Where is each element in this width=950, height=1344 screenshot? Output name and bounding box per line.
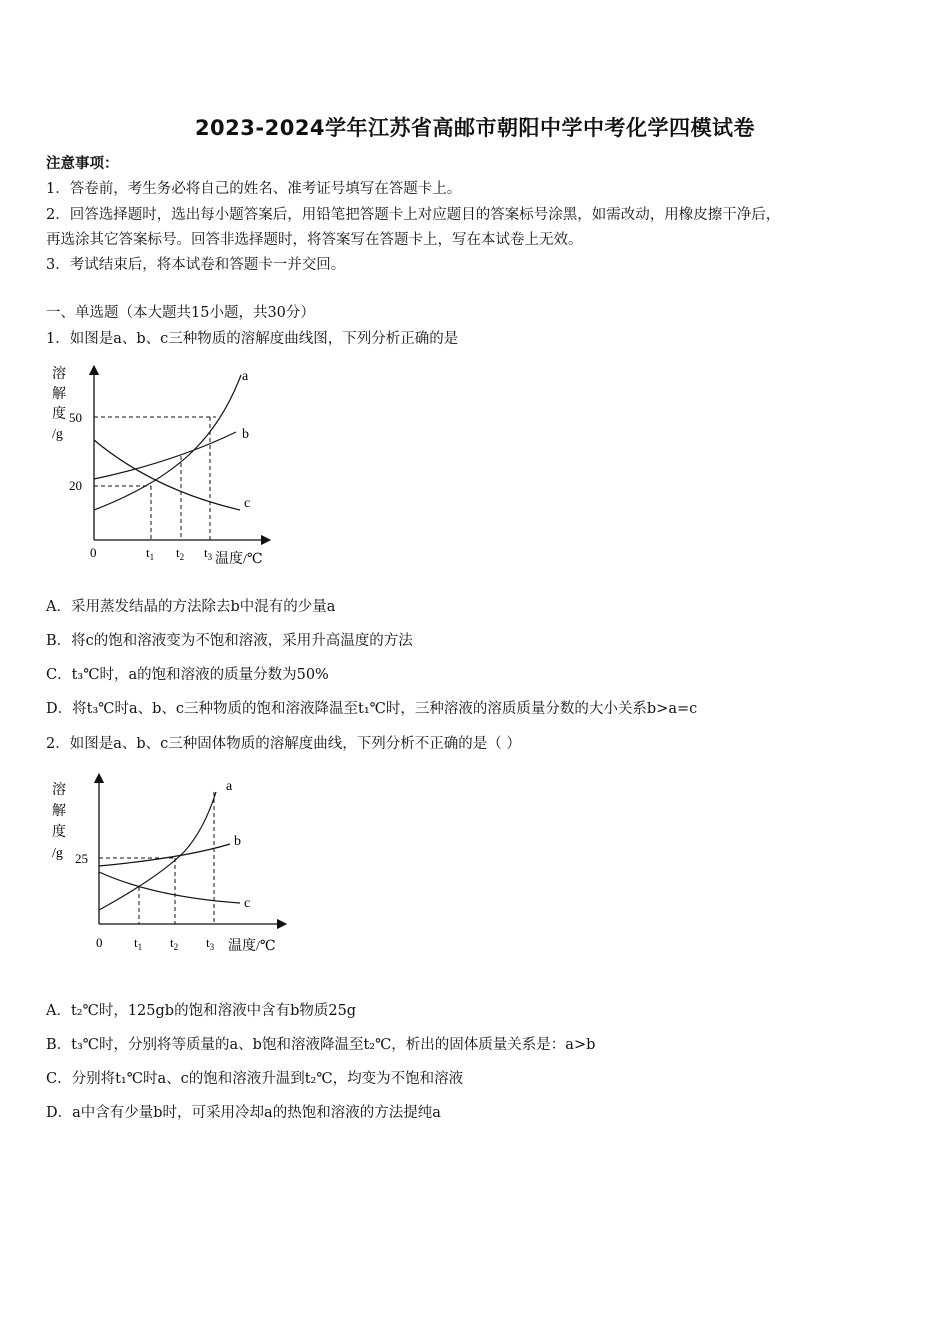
x-tick-t1: $t_1$ (134, 935, 143, 952)
x-tick-t3: $t_3$ (204, 545, 213, 562)
curve-b (99, 844, 230, 866)
x-tick-t3: $t_3$ (206, 935, 215, 952)
q1-stem: 1．如图是a、b、c三种物质的溶解度曲线图，下列分析正确的是 (46, 331, 459, 347)
curve-a (94, 375, 241, 510)
q2-solubility-chart (44, 772, 294, 962)
y-axis-label: 溶 (52, 367, 66, 382)
y-tick-label: 50 (69, 410, 82, 425)
curve-c (94, 440, 240, 510)
q2-option-b: B．t₃℃时，分别将等质量的a、b饱和溶液降温至t₂℃，析出的固体质量关系是：a>b (46, 1037, 596, 1053)
y-tick-label: 25 (75, 851, 88, 866)
y-axis-label: 解 (52, 387, 66, 402)
y-tick-label: 20 (69, 478, 82, 493)
q1-option-d: D．将t₃℃时a、b、c三种物质的饱和溶液降温至t₁℃时，三种溶液的溶质质量分数的大小关系b>a=c (46, 701, 698, 717)
y-axis-label: 解 (52, 804, 66, 819)
y-axis-label: 溶 (52, 783, 66, 798)
y-axis-label: 度 (52, 407, 66, 422)
exam-title: 2023-2024学年江苏省高邮市朝阳中学中考化学四模试卷 (194, 116, 756, 140)
notice-item: 3．考试结束后，将本试卷和答题卡一并交回。 (46, 257, 346, 273)
q2-option-a: A．t₂℃时，125gb的饱和溶液中含有b物质25g (46, 1003, 357, 1019)
x-axis-label: 温度/℃ (215, 552, 263, 567)
q1-option-c: C．t₃℃时，a的饱和溶液的质量分数为50% (46, 667, 329, 683)
y-axis-label: 度 (52, 825, 66, 840)
curve-c-label: c (244, 496, 251, 511)
q1-option-a: A．采用蒸发结晶的方法除去b中混有的少量a (46, 599, 336, 615)
y-axis-label: /g (52, 427, 63, 442)
notice-item: 1．答卷前，考生务必将自己的姓名、准考证号填写在答题卡上。 (46, 181, 462, 197)
curve-a-label: a (226, 779, 233, 794)
q2-option-d: D．a中含有少量b时，可采用冷却a的热饱和溶液的方法提纯a (46, 1105, 441, 1121)
curve-a (99, 792, 216, 910)
q1-solubility-chart (44, 360, 284, 575)
q2-option-c: C．分别将t₁℃时a、c的饱和溶液升温到t₂℃，均变为不饱和溶液 (46, 1071, 464, 1087)
x-tick-t1: $t_1$ (146, 545, 155, 562)
notice-item: 再选涂其它答案标号。回答非选择题时，将答案写在答题卡上，写在本试卷上无效。 (46, 232, 583, 248)
origin-label: 0 (90, 545, 97, 560)
curve-b (94, 432, 236, 479)
origin-label: 0 (96, 935, 103, 950)
y-axis-label: /g (52, 846, 63, 861)
section-heading: 一、单选题（本大题共15小题，共30分） (46, 305, 315, 321)
curve-a-label: a (242, 369, 249, 384)
notice-item: 2．回答选择题时，选出每小题答案后，用铅笔把答题卡上对应题目的答案标号涂黑，如需改动，用橡皮擦干净后， (46, 207, 781, 223)
curve-c-label: c (244, 896, 251, 911)
q1-option-b: B．将c的饱和溶液变为不饱和溶液，采用升高温度的方法 (46, 633, 413, 649)
curve-b-label: b (234, 834, 241, 849)
q2-stem: 2．如图是a、b、c三种固体物质的溶解度曲线，下列分析不正确的是（ ） (46, 736, 521, 752)
x-tick-t2: $t_2$ (170, 935, 179, 952)
curve-b-label: b (242, 427, 249, 442)
x-axis-label: 温度/℃ (228, 939, 276, 954)
x-tick-t2: $t_2$ (176, 545, 185, 562)
notice-heading: 注意事项： (46, 155, 119, 172)
